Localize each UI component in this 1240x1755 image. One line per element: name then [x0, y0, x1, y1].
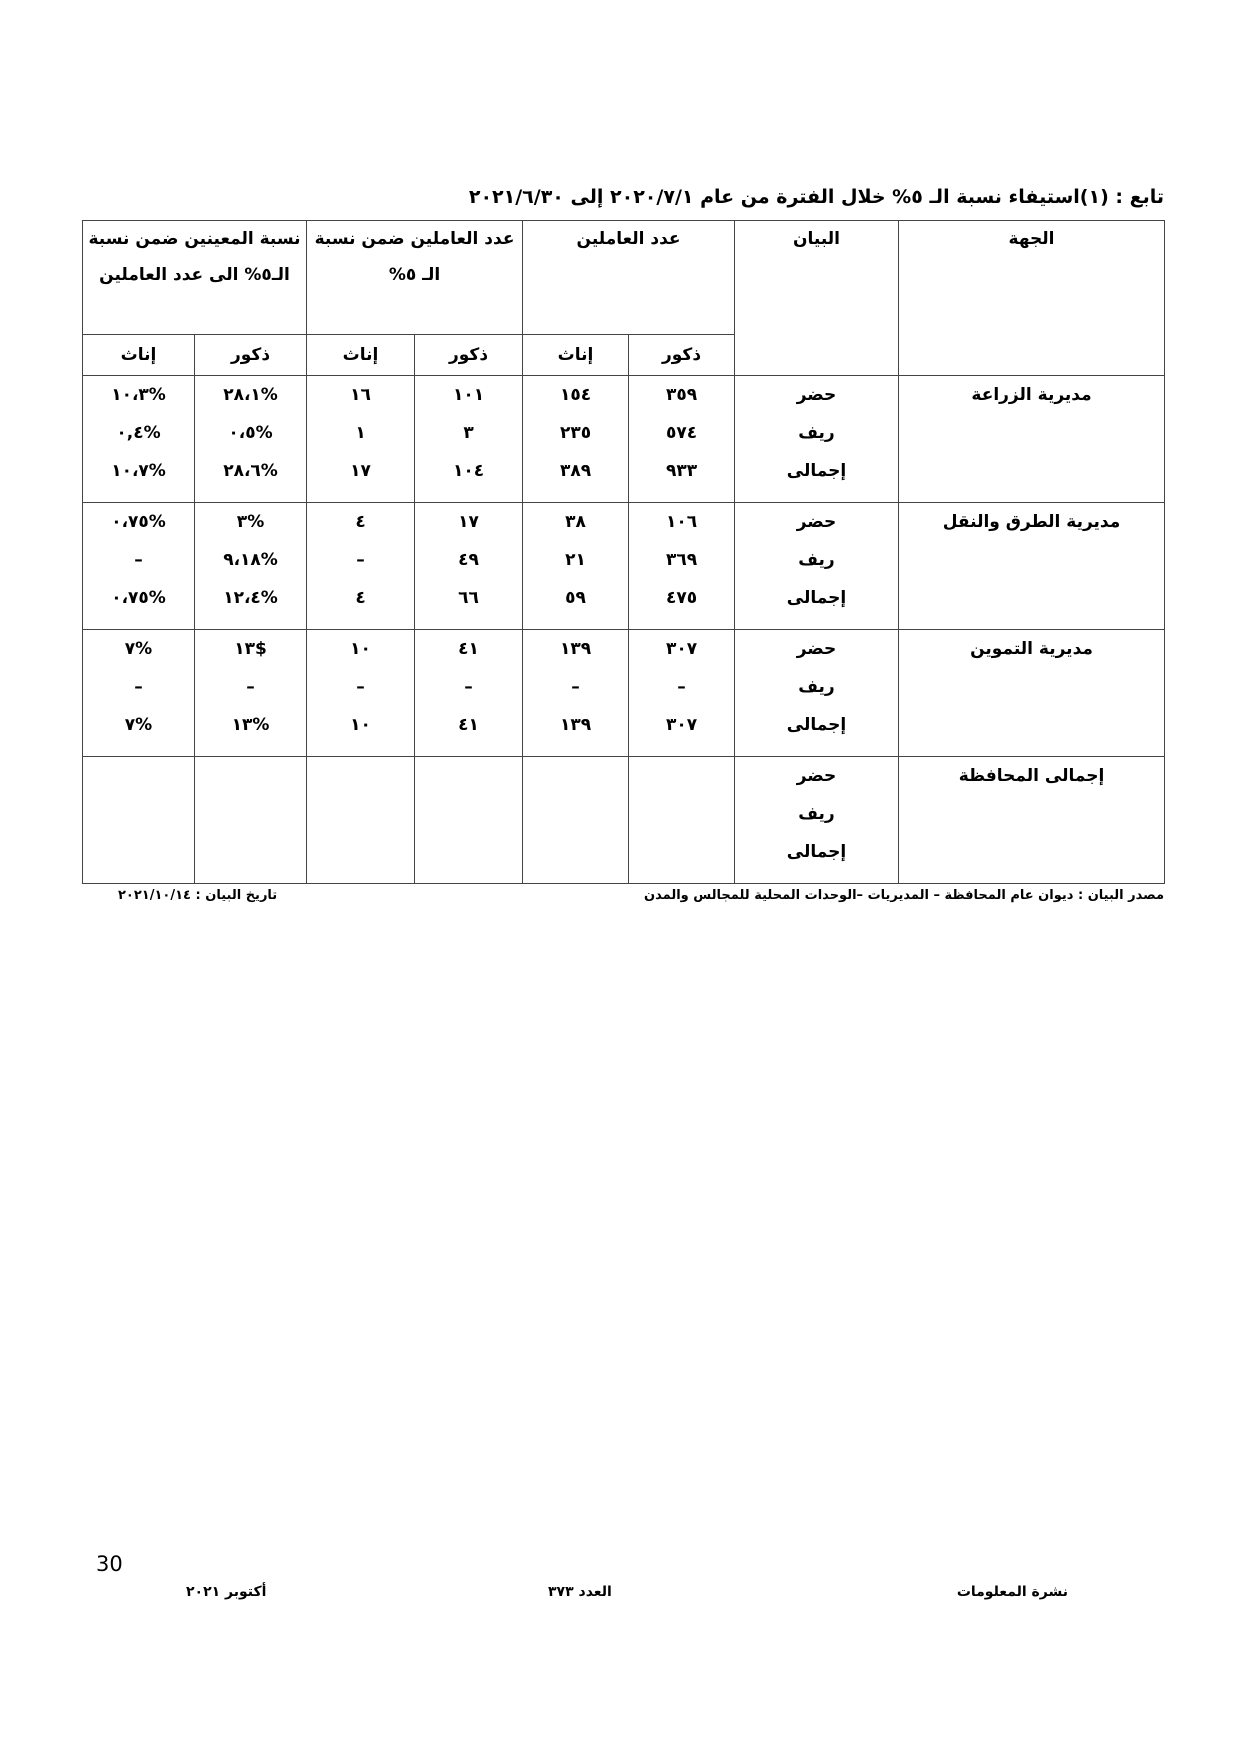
workers-male-cell	[629, 757, 735, 884]
ratio-male-cell: %٣ %٩،١٨ %١٢،٤	[195, 503, 307, 630]
header-male: ذكور	[195, 335, 307, 376]
header-female: إناث	[523, 335, 629, 376]
pct-female-cell: ١٠ – ١٠	[307, 630, 415, 757]
header-male: ذكور	[629, 335, 735, 376]
footer-month: أكتوبر ٢٠٢١	[186, 1584, 267, 1600]
entity-cell: مديرية الطرق والنقل	[899, 503, 1165, 630]
ratio-female-cell	[83, 757, 195, 884]
data-date: تاريخ البيان : ٢٠٢١/١٠/١٤	[118, 888, 278, 903]
workers-female-cell: ١٣٩ – ١٣٩	[523, 630, 629, 757]
entity-cell: إجمالى المحافظة	[899, 757, 1165, 884]
workers-male-cell: ٣٠٧ – ٣٠٧	[629, 630, 735, 757]
page-number: 30	[96, 1552, 123, 1576]
workers-male-cell: ١٠٦ ٣٦٩ ٤٧٥	[629, 503, 735, 630]
header-female: إناث	[83, 335, 195, 376]
footer-issue: العدد ٣٧٣	[548, 1584, 612, 1600]
ratio-female-cell: %١٠،٣ %٠,٤ %١٠،٧	[83, 376, 195, 503]
statement-cell: حضر ريف إجمالى	[735, 757, 899, 884]
table-title: تابع : (١)استيفاء نسبة الـ ٥% خلال الفترة من عام ٢٠٢٠/٧/١ إلى ٢٠٢١/٦/٣٠	[468, 186, 1164, 208]
ratio-female-cell: %٠،٧٥ – %٠،٧٥	[83, 503, 195, 630]
header-workers: عدد العاملين	[523, 221, 735, 335]
ratio-male-cell: %٢٨،١ %٠،٥ %٢٨،٦	[195, 376, 307, 503]
workers-female-cell: ١٥٤ ٢٣٥ ٣٨٩	[523, 376, 629, 503]
entity-cell: مديرية الزراعة	[899, 376, 1165, 503]
statement-cell: حضر ريف إجمالى	[735, 503, 899, 630]
statement-cell: حضر ريف إجمالى	[735, 376, 899, 503]
workers-female-cell: ٣٨ ٢١ ٥٩	[523, 503, 629, 630]
pct-male-cell: ٤١ – ٤١	[415, 630, 523, 757]
pct-male-cell	[415, 757, 523, 884]
ratio-male-cell: $١٣ – %١٣	[195, 630, 307, 757]
table-row	[83, 376, 1165, 503]
header-statement: البيان	[735, 221, 899, 376]
pct-male-cell: ١٧ ٤٩ ٦٦	[415, 503, 523, 630]
header-workers-pct: عدد العاملين ضمن نسبة الـ ٥%	[307, 221, 523, 335]
header-female: إناث	[307, 335, 415, 376]
workers-male-cell: ٣٥٩ ٥٧٤ ٩٣٣	[629, 376, 735, 503]
footer-publication: نشرة المعلومات	[956, 1584, 1068, 1600]
pct-female-cell: ١٦ ١ ١٧	[307, 376, 415, 503]
header-entity: الجهة	[899, 221, 1165, 376]
pct-male-cell: ١٠١ ٣ ١٠٤	[415, 376, 523, 503]
header-male: ذكور	[415, 335, 523, 376]
pct-female-cell: ٤ – ٤	[307, 503, 415, 630]
statement-cell: حضر ريف إجمالى	[735, 630, 899, 757]
workers-female-cell	[523, 757, 629, 884]
table-row	[83, 757, 1165, 884]
ratio-male-cell	[195, 757, 307, 884]
table-row	[83, 630, 1165, 757]
pct-female-cell	[307, 757, 415, 884]
ratio-female-cell: %٧ – %٧	[83, 630, 195, 757]
table-row	[83, 503, 1165, 630]
entity-cell: مديرية التموين	[899, 630, 1165, 757]
data-source: مصدر البيان : ديوان عام المحافظة – المديريات –الوحدات المحلية للمجالس والمدن	[644, 888, 1164, 903]
data-table	[82, 220, 1165, 884]
header-appointed-ratio: نسبة المعينين ضمن نسبة الـ٥% الى عدد العاملين	[83, 221, 307, 335]
